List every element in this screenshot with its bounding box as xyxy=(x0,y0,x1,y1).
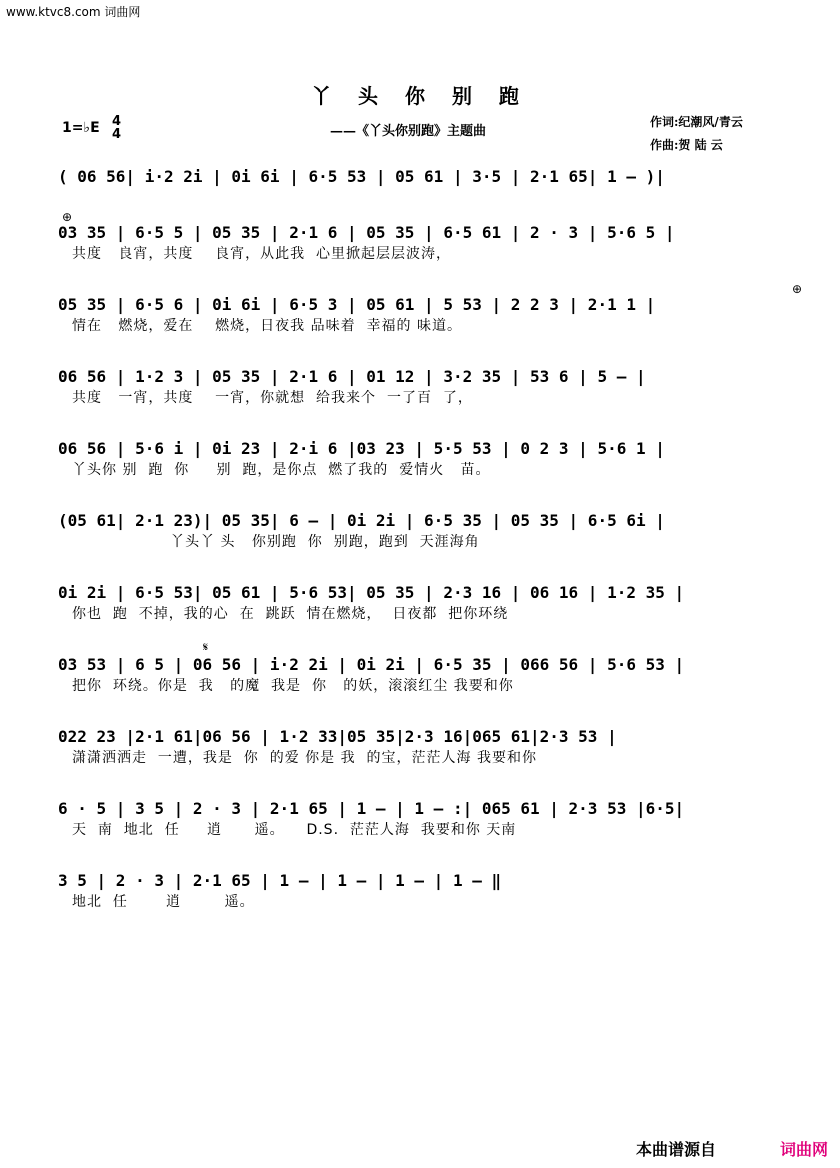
score-row-lyrics: 共度 一宵，共度 一宵，你就想 给我来个 一了百 了， xyxy=(72,390,473,406)
score-row-notes: 6 · 5 | 3 5 | 2 · 3 | 2·1 65 | 1 — | 1 — :| 065 61 | 2·3 53 |6·5| xyxy=(58,799,685,818)
score-row-lyrics: 把你 环绕。你是 我 的魔 我是 你 的妖，滚滚红尘 我要和你 xyxy=(72,678,514,694)
coda-mark-2: ⊕ xyxy=(792,282,803,296)
score-row-notes: 06 56 | 1·2 3 | 05 35 | 2·1 6 | 01 12 | 3·2 35 | 53 6 | 5 — | xyxy=(58,367,646,386)
score-row-6 xyxy=(58,510,788,552)
score-row-notes: 05 35 | 6·5 6 | 0i 6i | 6·5 3 | 05 61 | 5 53 | 2 2 3 | 2·1 1 | xyxy=(58,295,656,314)
score-row-9 xyxy=(58,726,788,768)
key-signature: 1=♭E xyxy=(62,120,100,136)
score-row-notes: 022 23 |2·1 61|06 56 | 1·2 33|05 35|2·3 16|065 61|2·3 53 | xyxy=(58,727,617,746)
lyricist-credit: 作词:纪潮风/青云 xyxy=(650,115,743,129)
score-row-notes: 3 5 | 2 · 3 | 2·1 65 | 1 — | 1 — | 1 — | 1 — ‖ xyxy=(58,871,502,890)
footer-source-label: 本曲谱源自 xyxy=(635,1140,716,1159)
score-row-1 xyxy=(58,166,788,208)
score-row-notes: 03 35 | 6·5 5 | 05 35 | 2·1 6 | 05 35 | 6·5 61 | 2 · 3 | 5·6 5 | xyxy=(58,223,675,242)
score-row-notes: 06 56 | 5·6 i | 0i 23 | 2·i 6 |03 23 | 5·5 53 | 0 2 3 | 5·6 1 | xyxy=(58,439,665,458)
score-row-notes: ( 06 56| i·2 2i | 0i 6i | 6·5 53 | 05 61 | 3·5 | 2·1 65| 1 — )| xyxy=(58,167,665,186)
score-row-lyrics: 地北 任 逍 遥。 xyxy=(72,894,255,910)
score-row-lyrics: 你也 跑 不掉，我的心 在 跳跃 情在燃烧， 日夜都 把你环绕 xyxy=(72,606,509,622)
score-row-lyrics: 天 南 地北 任 逍 遥。 D.S. 茫茫人海 我要和你 天南 xyxy=(72,822,517,838)
coda-mark-1: ⊕ xyxy=(62,210,73,224)
score-row-8 xyxy=(58,654,788,696)
score-row-lyrics xyxy=(58,188,788,208)
score-row-7 xyxy=(58,582,788,624)
score-row-10 xyxy=(58,798,788,840)
score-row-3 xyxy=(58,294,788,336)
time-signature-bottom: 4 xyxy=(112,127,122,142)
score-row-11 xyxy=(58,870,788,912)
composer-credit: 作曲:贺 陆 云 xyxy=(650,138,723,152)
score-row-notes: 03 53 | 6 5 | 06 56 | i·2 2i | 0i 2i | 6·5 35 | 066 56 | 5·6 53 | xyxy=(58,655,685,674)
score-row-lyrics: 情在 燃烧，爱在 燃烧，日夜我 品味着 幸福的 味道。 xyxy=(72,318,462,334)
time-signature xyxy=(112,115,121,141)
score-row-lyrics: 共度 良宵，共度 良宵，从此我 心里掀起层层波涛， xyxy=(72,246,452,262)
site-watermark: www.ktvc8.com 词曲网 xyxy=(6,5,141,19)
score-row-lyrics: 潇潇洒洒走 一遭，我是 你 的爱 你是 我 的宝，茫茫人海 我要和你 xyxy=(72,750,537,766)
site-logo[interactable]: 词曲网 xyxy=(779,1140,828,1159)
score-row-lyrics: 丫头你 别 跑 你 别 跑，是你点 燃了我的 爱情火 苗。 xyxy=(72,462,491,478)
song-title: 丫 头 你 别 跑 xyxy=(311,84,529,108)
score-row-5 xyxy=(58,438,788,480)
song-subtitle: ——《丫头你别跑》主题曲 xyxy=(330,124,487,139)
segno-mark: 𝄋 xyxy=(203,640,209,654)
score-row-notes: 0i 2i | 6·5 53| 05 61 | 5·6 53| 05 35 | 2·3 16 | 06 16 | 1·2 35 | xyxy=(58,583,685,602)
score-row-notes: (05 61| 2·1 23)| 05 35| 6 — | 0i 2i | 6·5 35 | 05 35 | 6·5 6i | xyxy=(58,511,665,530)
time-signature-top: 4 xyxy=(112,114,122,129)
score-row-lyrics: 丫头丫 头 你别跑 你 别跑，跑到 天涯海角 xyxy=(72,534,480,550)
score-row-2 xyxy=(58,222,788,264)
score-row-4 xyxy=(58,366,788,408)
